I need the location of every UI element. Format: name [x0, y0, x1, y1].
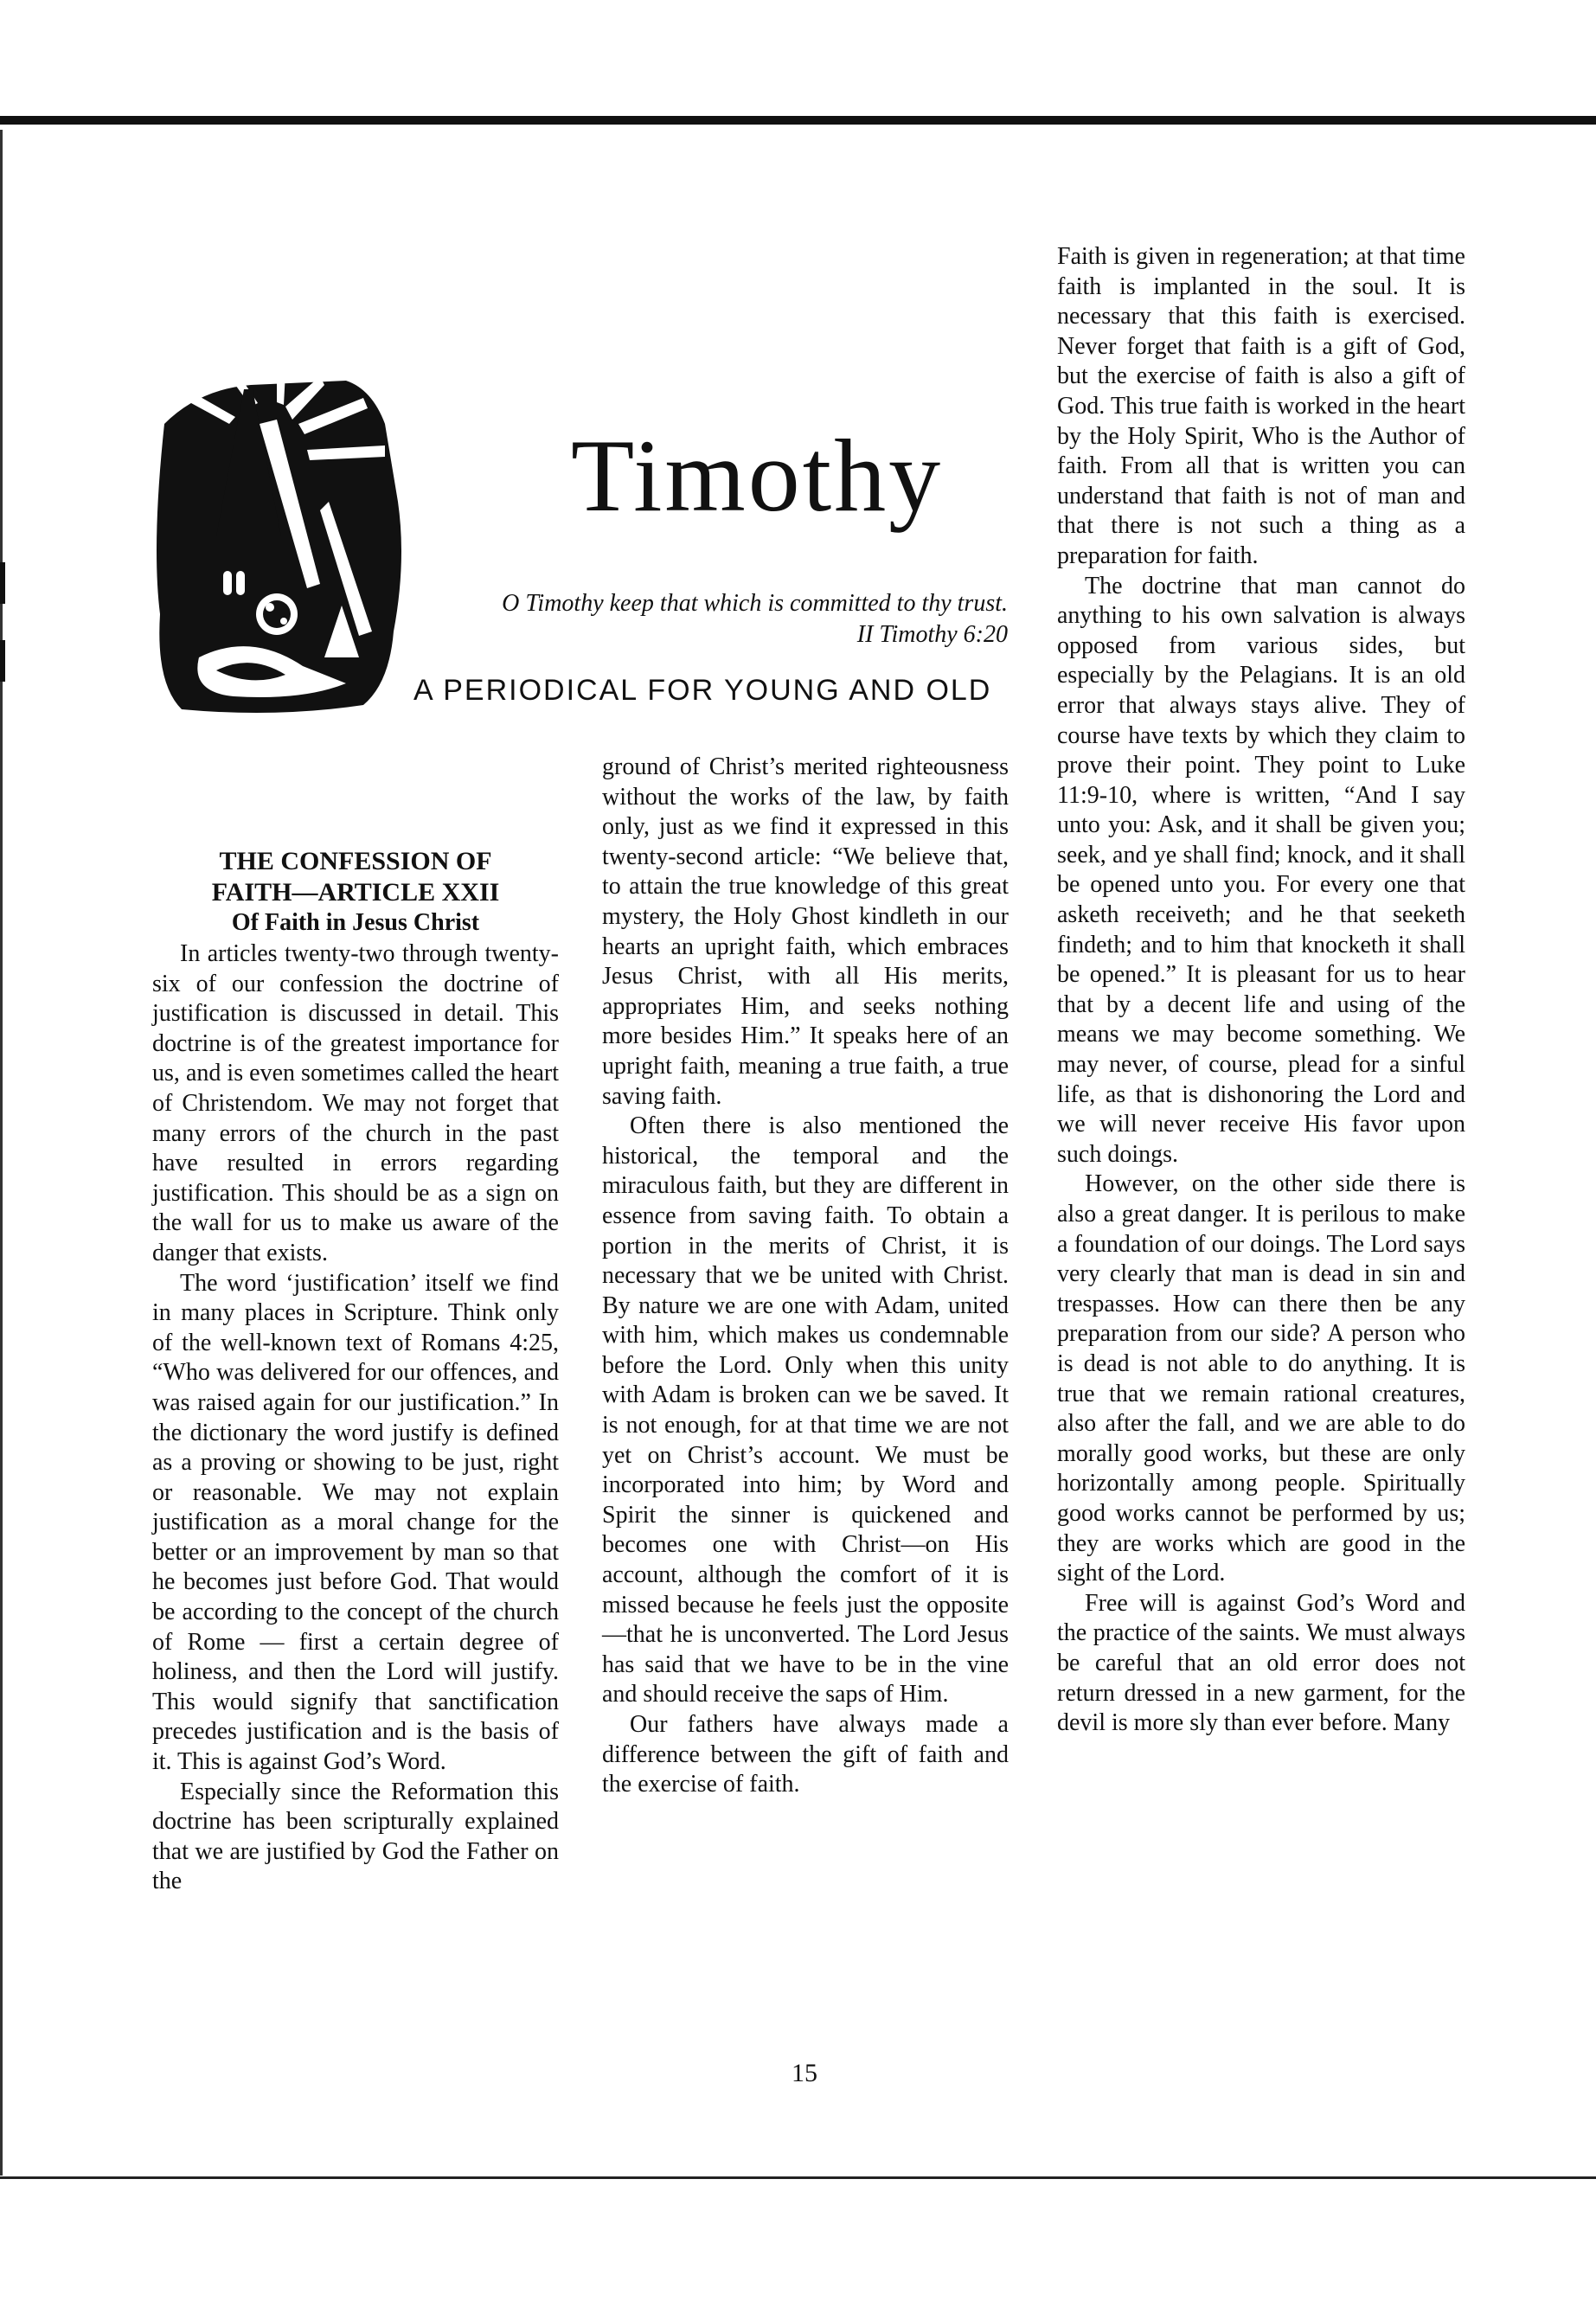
- column-2: [602, 753, 1009, 1800]
- page-left-edge: [0, 130, 3, 2176]
- column-3: [1057, 242, 1465, 1739]
- paragraph: Especially since the Reformation this doctrine has been scripturally explained that we are justified by God the Father on the: [152, 1778, 559, 1895]
- article-heading: [152, 846, 559, 908]
- church-steeple-logo-icon: [147, 372, 407, 718]
- binding-mark: [0, 562, 5, 604]
- paragraph: Often there is also mentioned the historical, the temporal and the miraculous faith, but they are different in essence from saving faith. To obtain a portion in the merits of Christ, it is necessary that we be united with Christ. By nature we are one with Adam, united with him, which makes us condemnable before the Lord. Only when this unity with Adam is broken can we be saved. It is not enough, for at that time we are not yet on Christ’s account. We must be incorporated into him; by Word and Spirit the sinner is quickened and becomes one with Christ—on His account, although the comfort of it is missed because he feels just the opposite—that he is unconverted. The Lord Jesus has said that we have to be in the vine and should receive the saps of Him.: [602, 1112, 1009, 1708]
- paragraph: Our fathers have always made a difference between the gift of faith and the exercise of faith.: [602, 1711, 1009, 1798]
- paragraph: In articles twenty-two through twenty-six of our confession the doctrine of justification is discussed in detail. This doctrine is of the greatest importance for us, and is even sometimes called the heart of Christendom. We may not forget that many errors of the church in the past have resulted in errors regarding justification. This should be as a sign on the wall for us to make us aware of the danger that exists.: [152, 940, 559, 1266]
- publication-title: Timothy: [571, 418, 944, 533]
- article-heading-line1: THE CONFESSION OF: [219, 847, 492, 875]
- paragraph: The doctrine that man cannot do anything to his own salvation is always opposed from various sides, but especially by the Pelagians. It is an old error that always stays alive. They of course have texts by which they claim to prove their point. They point to Luke 11:9-10, where is written, “And I say unto you: Ask, and it shall be given you; seek, and ye shall find; knock, and it shall be opened unto you. For every one that asketh receiveth; and he that seeketh findeth; and to him that knocketh it shall be opened.” It is pleasant for us to hear that by a decent life and using of the means we may become something. We may never, of course, plead for a sinful life, as that is dishonoring the Lord and we will never receive His favor upon such doings.: [1057, 572, 1465, 1168]
- motto-text: O Timothy keep that which is committed to thy trust.: [502, 590, 1008, 617]
- binding-mark: [0, 640, 5, 682]
- article-heading-line2: FAITH—ARTICLE XXII: [211, 878, 500, 907]
- motto-reference: II Timothy 6:20: [856, 621, 1008, 648]
- bottom-rule: [0, 2176, 1596, 2179]
- paragraph: Free will is against God’s Word and the practice of the saints. We must always be careful that an old error does not return dressed in a new garment, for the devil is more sly than ever before. Many: [1057, 1589, 1465, 1737]
- paragraph: ground of Christ’s merited righteousness without the works of the law, by faith only, just as we find it expressed in this twenty-second article: “We believe that, to attain the true knowledge of this great mystery, the Holy Ghost kindleth in our hearts an upright faith, which embraces Jesus Christ, with all His merits, appropriates Him, and seeks nothing more besides Him.” It speaks here of an upright faith, meaning a true faith, a true saving faith.: [602, 753, 1009, 1110]
- motto: [402, 588, 1008, 651]
- column-1: [152, 846, 559, 1897]
- top-rule: [0, 116, 1596, 125]
- article-subheading: Of Faith in Jesus Christ: [231, 909, 480, 936]
- paragraph: Faith is given in regeneration; at that time faith is implanted in the soul. It is necessary that this faith is exercised. Never forget that faith is a gift of God, but the exercise of faith is also a gift of God. This true faith is worked in the heart by the Holy Spirit, Who is the Author of faith. From all that is written you can understand that faith is not of man and that there is not such a thing as a preparation for faith.: [1057, 243, 1465, 569]
- paragraph: The word ‘justification’ itself we find in many places in Scripture. Think only of the well-known text of Romans 4:25, “Who was delivered for our offences, and was raised again for our justification.” In the dictionary the word justify is defined as a proving or showing to be just, right or reasonable. We may not explain justification as a moral change for the better or an improvement by man so that he becomes just before God. That would be according to the concept of the church of Rome — first a certain degree of holiness, and then the Lord will justify. This would signify that sanctification precedes justification and is the basis of it. This is against God’s Word.: [152, 1269, 559, 1776]
- paragraph: However, on the other side there is also a great danger. It is perilous to make a foundation of our doings. The Lord says very clearly that man is dead in sin and trespasses. How can there then be any preparation from our side? A person who is dead is not able to do anything. It is true that we remain rational creatures, also after the fall, and we are able to do morally good works, but these are only horizontally among people. Spiritually good works cannot be performed by us; they are works which are good in the sight of the Lord.: [1057, 1170, 1465, 1587]
- page-number: 15: [792, 2059, 817, 2087]
- tagline: A PERIODICAL FOR YOUNG AND OLD: [413, 674, 992, 707]
